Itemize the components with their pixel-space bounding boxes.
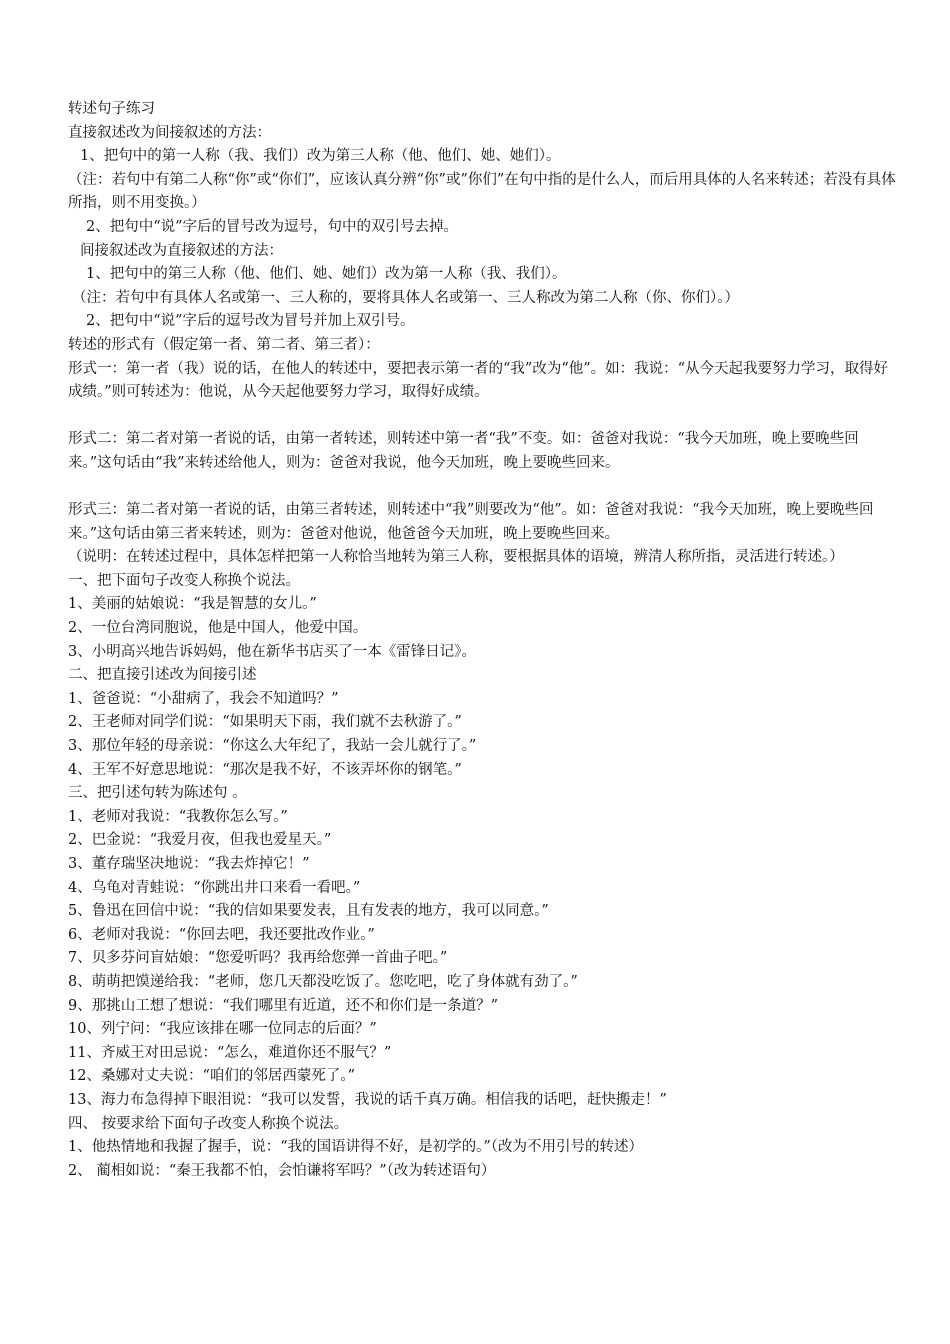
list-item: 6、老师对我说：“你回去吧，我还要批改作业。”	[68, 926, 375, 943]
exercise-heading: 一、把下面句子改变人称换个说法。	[68, 572, 300, 589]
section-heading-indirect-to-direct: 间接叙述改为直接叙述的方法：	[80, 242, 283, 259]
list-item: 1、爸爸说：“小甜病了，我会不知道吗？”	[68, 690, 339, 707]
rule-text: 2、把句中“说”字后的逗号改为冒号并加上双引号。	[86, 313, 415, 330]
list-item: 3、那位年轻的母亲说：“你这么大年纪了，我站一会儿就行了。”	[68, 738, 477, 755]
doc-title: 转述句子练习	[68, 101, 155, 117]
rule-text: 2、把句中“说”字后的冒号改为逗号，句中的双引号去掉。	[86, 218, 459, 235]
rule-text: 1、把句中的第一人称（我、我们）改为第三人称（他、他们、她、她们）。	[80, 148, 561, 165]
list-item: 10、列宁问：“我应该排在哪一位同志的后面？”	[68, 1021, 377, 1038]
exercise-heading: 三、把引述句转为陈述句 。	[68, 785, 247, 802]
list-item: 8、萌萌把馍递给我：“老师，您几天都没吃饭了。您吃吧，吃了身体就有劲了。”	[68, 973, 578, 990]
document-page	[68, 98, 898, 1183]
note-text: （注：若句中有第二人称“你”或“你们”，应该认真分辨“你”或”你们”在句中指的是什么人，而后用具体的人名来转述；若没有具体所指，则不用变换。）	[68, 171, 896, 212]
list-item: 1、他热情地和我握了握手，说：“我的国语讲得不好，是初学的。”（改为不用引号的转述）	[68, 1139, 644, 1156]
forms-heading: 转述的形式有（假定第一者、第二者、第三者）：	[68, 336, 380, 353]
list-item: 7、贝多芬问盲姑娘：“您爱听吗？我再给您弹一首曲子吧。”	[68, 950, 448, 967]
list-item: 4、乌龟对青蛙说：“你跳出井口来看一看吧。”	[68, 879, 361, 896]
rule-text: 1、把句中的第三人称（他、他们、她、她们）改为第一人称（我、我们）。	[86, 266, 567, 283]
blank-line	[68, 405, 898, 429]
list-item: 1、老师对我说：“我教你怎么写。”	[68, 808, 288, 825]
list-item: 11、齐威王对田忌说：“怎么，难道你还不服气？”	[68, 1044, 392, 1061]
list-item: 9、那挑山工想了想说：“我们哪里有近道，还不和你们是一条道？”	[68, 997, 499, 1014]
form-paragraph: 形式三：第二者对第一者说的话，由第三者转述，则转述中“我”则要改为“他”。如：爸爸对我说：“我今天加班，晚上要晚些回来。”这句话由第三者来转述，则为：爸爸对他说，他爸爸今天加班，晚上要晚些回来。	[68, 502, 874, 542]
list-item: 3、董存瑞坚决地说：“我去炸掉它！”	[68, 856, 310, 872]
note-text: （注：若句中有具体人名或第一、三人称的，要将具体人名或第一、三人称改为第二人称（你、你们）。）	[72, 289, 739, 306]
section-heading-direct-to-indirect: 直接叙述改为间接叙述的方法：	[68, 124, 271, 141]
list-item: 3、小明高兴地告诉妈妈，他在新华书店买了一本《雷锋日记》。	[68, 643, 476, 660]
list-item: 12、桑娜对丈夫说：“咱们的邻居西蒙死了。”	[68, 1068, 356, 1085]
blank-line	[68, 476, 898, 500]
list-item: 13、海力布急得掉下眼泪说：“我可以发誓，我说的话千真万确。相信我的话吧，赶快搬走！”	[68, 1091, 667, 1108]
form-paragraph: 形式二：第二者对第一者说的话，由第一者转述，则转述中第一者“我”不变。如：爸爸对我说：“我今天加班，晚上要晚些回来。”这句话由“我”来转述给他人，则为：爸爸对我说，他今天加班，晚上要晚些回来。	[68, 431, 859, 471]
exercise-heading: 四、 按要求给下面句子改变人称换个说法。	[68, 1115, 349, 1132]
form-paragraph: 形式一：第一者（我）说的话，在他人的转述中，要把表示第一者的“我”改为“他”。如：我说：“从今天起我要努力学习，取得好成绩。”则可转述为：他说，从今天起他要努力学习，取得好成绩。	[68, 360, 889, 401]
list-item: 4、王军不好意思地说：“那次是我不好，不该弄坏你的钢笔。”	[68, 761, 462, 778]
list-item: 2、巴金说：“我爱月夜，但我也爱星天。”	[68, 832, 332, 849]
list-item: 2、王老师对同学们说：“如果明天下雨，我们就不去秋游了。”	[68, 714, 462, 731]
exercise-heading: 二、把直接引述改为间接引述	[68, 667, 257, 684]
list-item: 5、鲁迅在回信中说：“我的信如果要发表，且有发表的地方，我可以同意。”	[68, 903, 549, 920]
list-item: 2、一位台湾同胞说，他是中国人，他爱中国。	[68, 620, 368, 637]
list-item: 1、美丽的姑娘说：“我是智慧的女儿。”	[68, 596, 317, 613]
list-item: 2、 蔺相如说：“秦王我都不怕，会怕谦将军吗？”（改为转述语句）	[68, 1162, 496, 1179]
explanation-text: （说明：在转述过程中，具体怎样把第一人称恰当地转为第三人称，要根据具体的语境，辨清人称所指，灵活进行转述。）	[68, 549, 844, 566]
